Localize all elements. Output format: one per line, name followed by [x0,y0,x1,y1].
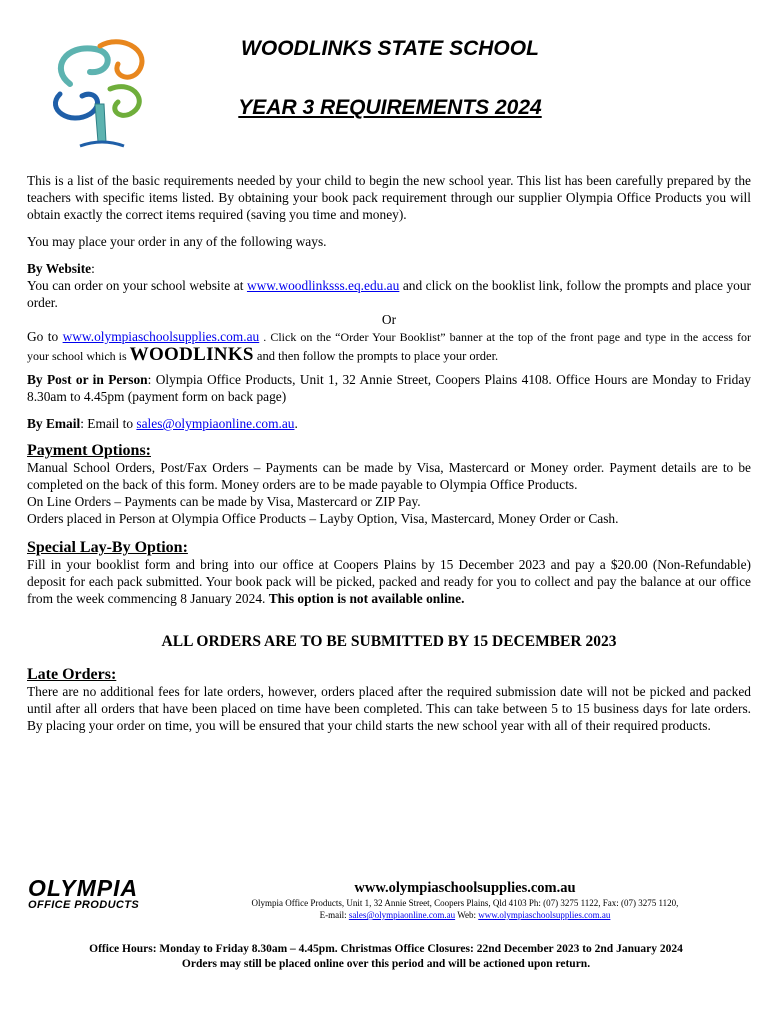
post-label: By Post or in Person [27,372,148,387]
intro-paragraph: This is a list of the basic requirements needed by your child to begin the new school year. This list has been carefully prepared by the teachers with specific items listed. By obtaining your book pack requirement through our supplier Olympia Office Products you will obtain exactly the correct items required (saving you time and money). [27,173,751,222]
layby-text: Fill in your booklist form and bring into our office at Coopers Plains by 15 December 2023 and pay a $20.00 (Non-Refundable) deposit for each pack submitted. Your book pack will be picked, packed and ready for you to collect and pay the balance at our office from the week commencing 8 January 2024. [27,557,751,606]
website-text: You can order on your school website at [27,278,247,293]
office-hours-line-2: Orders may still be placed online over this period and will be actioned upon return. [181,958,591,970]
logo-swirl-green [110,87,139,116]
deadline-notice: ALL ORDERS ARE TO BE SUBMITTED BY 15 DECEMBER 2023 [161,633,617,650]
email-label: By Email [27,416,81,431]
school-logo [40,34,160,154]
access-code: WOODLINKS [129,344,254,365]
footer-address: Olympia Office Products, Unit 1, 32 Annie Street, Coopers Plains, Qld 4103 Ph: (07) 3275 1122, Fax: (07) 3275 1120, [251,898,679,908]
footer-url[interactable]: www.olympiaschoolsupplies.com.au [354,880,576,896]
website-section: By Website: You can order on your school website at www.woodlinksss.eq.edu.au and click on the booklist link, follow the prompts and place your order. Or Go to www.olympiaschoolsupplies.com.au . Click on the “Order Your Booklist” banner at the top of the front page and type in the access for your school which is WOODLINKS and then follow the prompts to place your order. [27,261,751,365]
olympia-logo-word: OLYMPIA [28,875,139,901]
email-section: By Email: Email to sales@olympiaonline.com.au. [27,416,298,431]
footer-web-link[interactable]: www.olympiaschoolsupplies.com.au [478,910,611,920]
post-section [27,371,751,405]
logo-trunk [95,104,106,142]
payment-line-3: Orders placed in Person at Olympia Office Products – Layby Option, Visa, Mastercard, Money Order or Cash. [27,511,619,526]
layby-not-online: This option is not available online. [268,591,465,606]
layby-heading: Special Lay-By Option: [27,539,188,556]
late-orders-heading: Late Orders: [27,666,117,683]
late-orders-section [27,666,751,734]
olympia-logo-sub: OFFICE PRODUCTS [28,899,140,911]
logo-swirl-teal [61,48,108,84]
footer-email-web: E-mail: sales@olympiaonline.com.au Web: www.olympiaschoolsupplies.com.au [319,910,611,920]
payment-line-2: On Line Orders – Payments can be made by Visa, Mastercard or ZIP Pay. [27,494,421,509]
order-ways-paragraph: You may place your order in any of the following ways. [27,234,327,249]
footer-email-link[interactable]: sales@olympiaonline.com.au [348,910,456,920]
logo-swirl-blue [55,94,97,118]
payment-section [27,442,751,527]
website-text-4: and then follow the prompts to place your order. [253,349,499,363]
website-instructions: . Click on the “Order Your Booklist” banner at the top of the front page and type in the access for your school which is [27,330,751,363]
footer-contact [200,880,730,921]
post-text: : Olympia Office Products, Unit 1, 32 Annie Street, Coopers Plains 4108. Office Hours are Monday to Friday 8.30am to 4.45pm (payment form on back page) [27,372,751,404]
email-link[interactable]: sales@olympiaonline.com.au [136,416,295,431]
payment-line-1: Manual School Orders, Post/Fax Orders – Payments can be made by Visa, Mastercard or Money order. Payment details are to be completed on the back of this form. Money orders are to be made payable to Olympia Office Products. [27,460,751,492]
office-hours-line-1: Office Hours: Monday to Friday 8.30am – 4.45pm. Christmas Office Closures: 22nd December 2023 to 2nd January 2024 [89,943,683,955]
olympia-website-link[interactable]: www.olympiaschoolsupplies.com.au [62,329,260,344]
document-body [27,172,751,734]
logo-base [80,142,124,146]
olympia-logo [28,877,163,911]
or-text: Or [381,312,397,327]
go-to-text: Go to [27,329,63,344]
website-text-2: and click on the booklist link, follow the prompts and place your order. [27,278,751,310]
email-text: : Email to [80,416,137,431]
website-label: By Website [27,261,92,276]
page-subtitle: YEAR 3 REQUIREMENTS 2024 [238,96,542,119]
late-orders-text: There are no additional fees for late orders, however, orders placed after the required submission date will not be picked and packed until after all orders that have been placed on time have been completed. This can take between 5 to 15 business days for late orders. By placing your order on time, you will be ensured that your child starts the new school year with all of their required products. [27,684,751,733]
payment-heading: Payment Options: [27,442,151,459]
layby-section [27,539,751,607]
page-title: WOODLINKS STATE SCHOOL [241,37,539,60]
school-website-link[interactable]: www.woodlinksss.eq.edu.au [246,278,400,293]
office-hours [30,942,742,972]
